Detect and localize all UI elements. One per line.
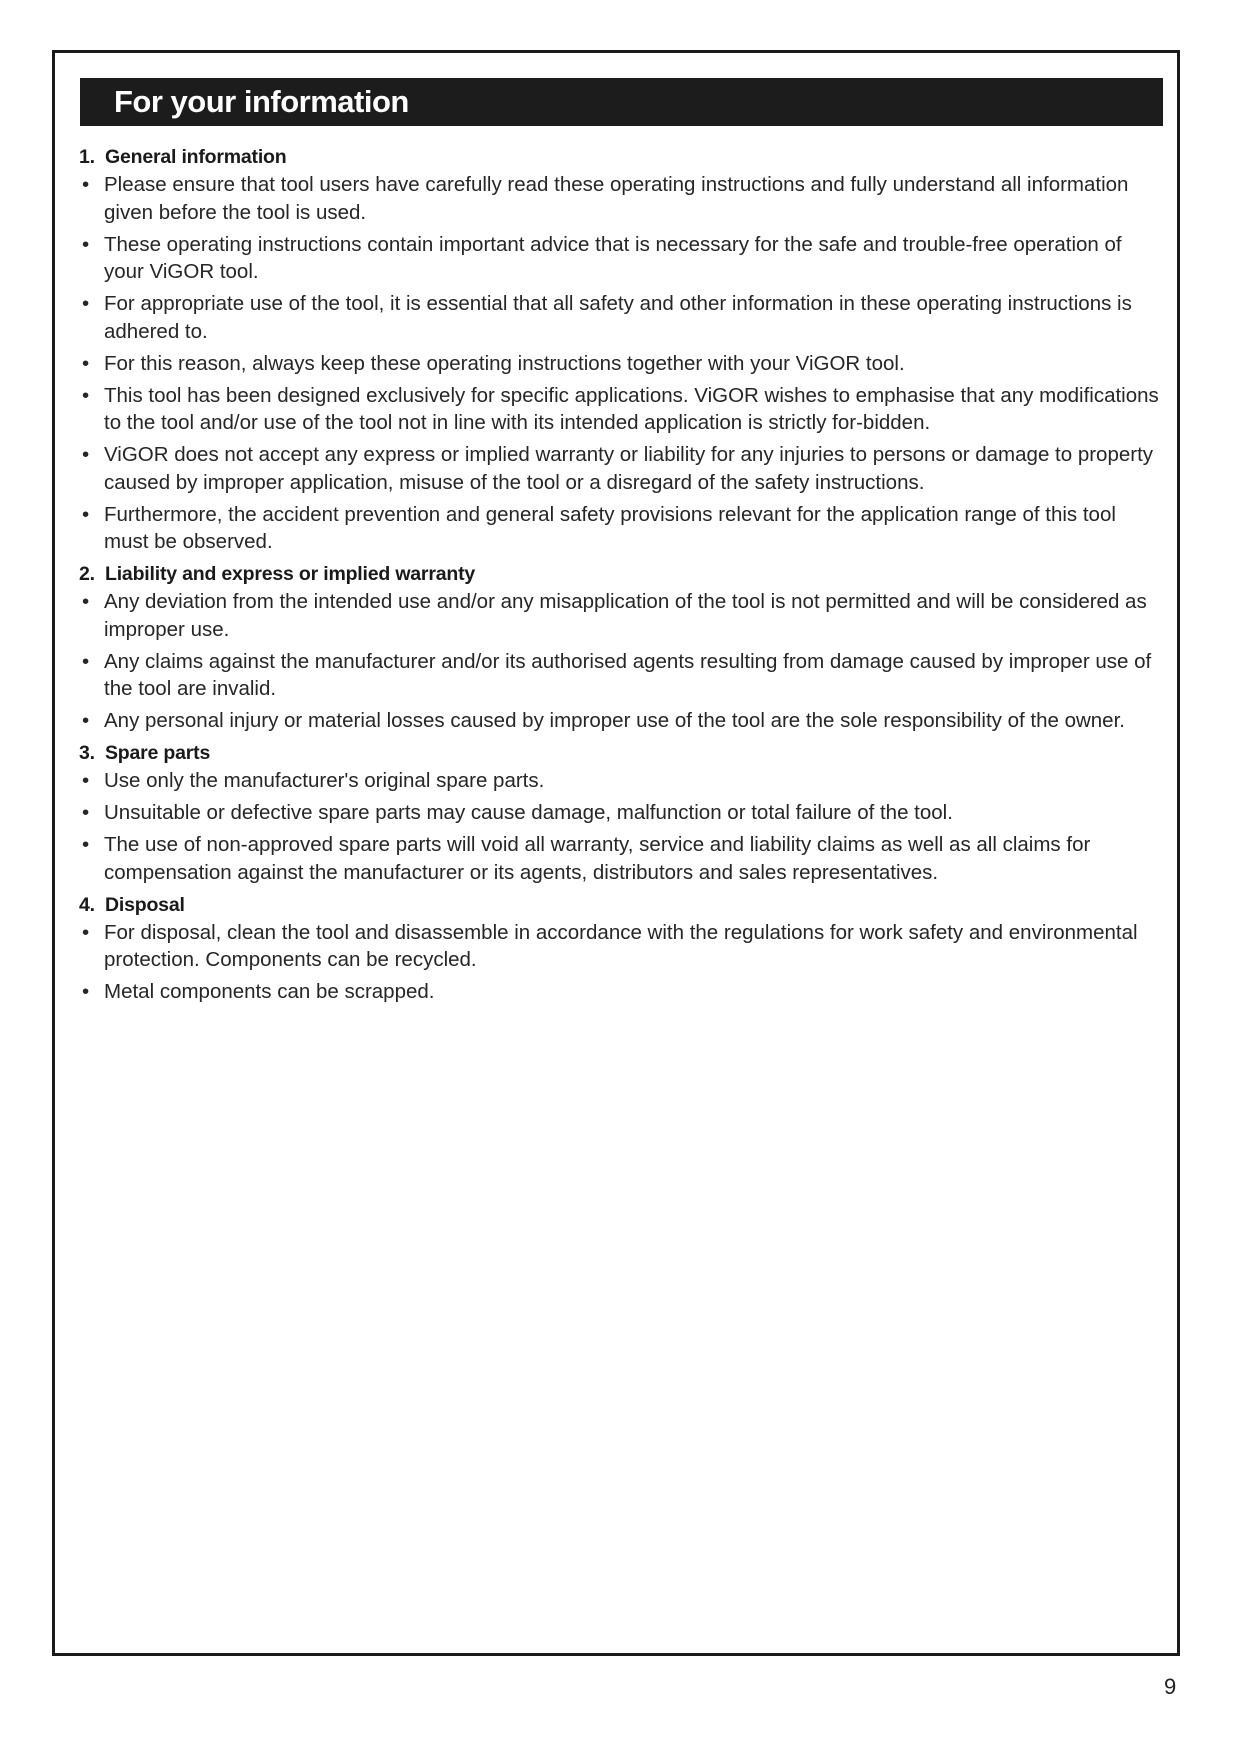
bullet-icon: •	[82, 980, 90, 1003]
bullet-list	[79, 588, 1164, 735]
bullet-icon: •	[82, 590, 90, 613]
list-item	[79, 501, 1164, 556]
section-title: Spare parts	[105, 742, 211, 764]
bullet-icon: •	[82, 232, 90, 256]
list-item	[79, 831, 1164, 886]
list-item-text: Please ensure that tool users have carefully read these operating instructions and fully understand all information given before the tool is used.	[104, 173, 1129, 224]
bullet-icon: •	[82, 383, 90, 407]
page-number: 9	[1164, 1674, 1177, 1699]
list-item	[79, 231, 1164, 286]
list-item-text: Any personal injury or material losses caused by improper use of the tool are the sole responsibility of the owner.	[104, 709, 1125, 732]
list-item	[79, 290, 1164, 345]
list-item-text: ViGOR does not accept any express or implied warranty or liability for any injuries to persons or damage to property caused by improper application, misuse of the tool or a disregard of the safety instructions.	[104, 443, 1154, 494]
section-heading	[79, 143, 1164, 171]
section-title: Liability and express or implied warranty	[105, 563, 476, 585]
bullet-icon: •	[82, 443, 90, 466]
list-item-text: This tool has been designed exclusively for specific applications. ViGOR wishes to emphasise that any modifications to the tool and/or use of the tool not in line with its intended application is strictly for-bidden.	[104, 383, 1159, 434]
bullet-icon: •	[82, 833, 90, 856]
list-item	[79, 441, 1164, 496]
list-item	[79, 767, 1164, 795]
section-title: Disposal	[105, 893, 185, 916]
list-item-text: For disposal, clean the tool and disassemble in accordance with the regulations for work safety and environmental protection. Components can be recycled.	[104, 920, 1138, 971]
list-item-text: Any claims against the manufacturer and/or its authorised agents resulting from damage caused by improper use of the tool are invalid.	[104, 649, 1152, 700]
section-number: 2.	[79, 563, 95, 585]
bullet-list	[79, 767, 1164, 886]
bullet-icon: •	[82, 801, 90, 824]
bullet-list	[79, 919, 1164, 1006]
list-item-text: Metal components can be scrapped.	[104, 980, 435, 1003]
list-item	[79, 919, 1164, 974]
page-frame	[52, 50, 1180, 1656]
section-title: General information	[105, 146, 287, 168]
list-item-text: Any deviation from the intended use and/or any misapplication of the tool is not permitted and will be considered as improper use.	[104, 590, 1147, 641]
list-item	[79, 799, 1164, 827]
list-item	[79, 382, 1164, 437]
section-number: 1.	[79, 146, 95, 168]
list-item	[79, 978, 1164, 1006]
list-item-text: Furthermore, the accident prevention and general safety provisions relevant for the application range of this tool must be observed.	[104, 502, 1116, 553]
list-item-text: Use only the manufacturer's original spare parts.	[104, 769, 545, 792]
list-item	[79, 171, 1164, 226]
bullet-icon: •	[82, 649, 90, 673]
bullet-icon: •	[82, 769, 90, 792]
page-title: For your information	[80, 78, 1163, 126]
section-heading	[79, 739, 1164, 767]
list-item	[79, 350, 1164, 378]
list-item	[79, 648, 1164, 703]
list-item-text: These operating instructions contain important advice that is necessary for the safe and trouble-free operation of your ViGOR tool.	[104, 232, 1122, 283]
section-number: 3.	[79, 742, 95, 764]
bullet-icon: •	[82, 709, 90, 732]
bullet-icon: •	[82, 173, 90, 196]
list-item-text: The use of non-approved spare parts will void all warranty, service and liability claims as well as all claims for compensation against the manufacturer or its agents, distributors and sales representatives.	[104, 833, 1091, 884]
bullet-list	[79, 171, 1164, 556]
content-body	[79, 143, 1164, 1010]
bullet-icon: •	[82, 920, 90, 944]
list-item-text: Unsuitable or defective spare parts may cause damage, malfunction or total failure of the tool.	[104, 801, 953, 824]
section-number: 4.	[79, 893, 95, 916]
section-heading	[79, 560, 1164, 588]
bullet-icon: •	[82, 292, 90, 315]
list-item	[79, 707, 1164, 735]
section-heading	[79, 891, 1164, 919]
list-item	[79, 588, 1164, 643]
bullet-icon: •	[82, 351, 90, 375]
list-item-text: For this reason, always keep these operating instructions together with your ViGOR tool.	[104, 351, 905, 375]
list-item-text: For appropriate use of the tool, it is essential that all safety and other information in these operating instructions is adhered to.	[104, 292, 1132, 343]
bullet-icon: •	[82, 502, 90, 526]
